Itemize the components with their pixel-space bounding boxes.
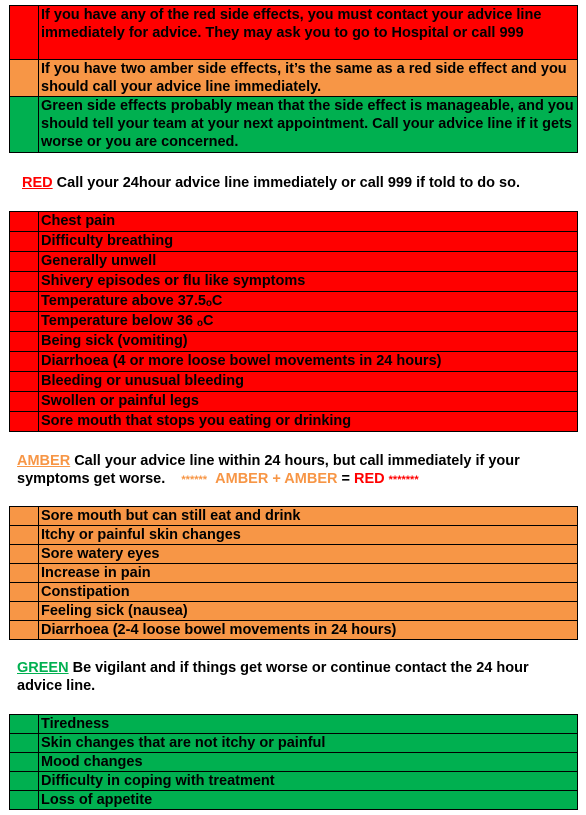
amber-symptom-row	[10, 545, 578, 564]
amber-symptom-text: Sore mouth but can still eat and drink	[39, 507, 578, 526]
amber-symptom-swatch	[10, 583, 39, 602]
green-symptom-row	[10, 734, 578, 753]
amber-instruction: Call your advice line within 24 hours, but call immediately if your symptoms get worse.	[17, 453, 520, 487]
green-instruction: Be vigilant and if things get worse or continue contact the 24 hour advice line.	[17, 660, 529, 694]
green-symptoms-table	[9, 714, 578, 810]
red-symptom-row	[10, 212, 578, 232]
red-symptom-row	[10, 312, 578, 332]
red-symptom-swatch	[10, 212, 39, 232]
intro-row-red	[10, 6, 578, 60]
intro-table	[9, 5, 578, 153]
red-symptom-row	[10, 272, 578, 292]
green-symptom-row	[10, 715, 578, 734]
intro-text-red: If you have any of the red side effects, you must contact your advice line immediately for advice. They may ask you to go to Hospital or call 999	[39, 6, 578, 60]
red-instruction: Call your 24hour advice line immediately or call 999 if told to do so.	[52, 175, 520, 191]
red-symptoms-table	[9, 211, 578, 432]
red-symptom-swatch	[10, 292, 39, 312]
red-symptom-swatch	[10, 232, 39, 252]
red-symptom-text: Generally unwell	[39, 252, 578, 272]
amber-symptoms-table	[9, 506, 578, 640]
amber-equation-amber: AMBER + AMBER	[215, 471, 338, 487]
amber-keyword: AMBER	[17, 453, 71, 469]
green-symptom-text: Tiredness	[39, 715, 578, 734]
green-symptom-swatch	[10, 791, 39, 810]
amber-stars-right: *******	[388, 474, 419, 486]
intro-text-amber: If you have two amber side effects, it’s the same as a red side effect and you should call your advice line immediately.	[39, 60, 578, 97]
green-keyword: GREEN	[17, 660, 69, 676]
red-symptom-swatch	[10, 372, 39, 392]
green-symptom-swatch	[10, 734, 39, 753]
amber-symptom-row	[10, 564, 578, 583]
green-symptom-row	[10, 791, 578, 810]
amber-symptom-swatch	[10, 526, 39, 545]
amber-equation-equals: =	[337, 471, 354, 487]
red-symptom-swatch	[10, 392, 39, 412]
intro-swatch-green	[10, 97, 39, 153]
red-symptom-swatch	[10, 272, 39, 292]
amber-symptom-row	[10, 602, 578, 621]
amber-symptom-row	[10, 507, 578, 526]
red-symptom-text: Chest pain	[39, 212, 578, 232]
red-symptom-text: Difficulty breathing	[39, 232, 578, 252]
red-symptom-swatch	[10, 252, 39, 272]
red-symptom-row	[10, 392, 578, 412]
amber-symptom-swatch	[10, 602, 39, 621]
amber-symptom-swatch	[10, 545, 39, 564]
red-symptom-row	[10, 232, 578, 252]
red-symptom-text: Temperature below 36 ₒC	[39, 312, 578, 332]
red-symptom-row	[10, 292, 578, 312]
red-symptom-text: Sore mouth that stops you eating or drinking	[39, 412, 578, 432]
green-symptom-swatch	[10, 772, 39, 791]
green-symptom-swatch	[10, 715, 39, 734]
red-symptom-swatch	[10, 312, 39, 332]
red-symptom-row	[10, 332, 578, 352]
amber-symptom-row	[10, 526, 578, 545]
amber-symptom-text: Sore watery eyes	[39, 545, 578, 564]
green-symptom-row	[10, 772, 578, 791]
intro-row-amber	[10, 60, 578, 97]
amber-symptom-text: Itchy or painful skin changes	[39, 526, 578, 545]
green-heading	[17, 659, 572, 695]
amber-symptom-row	[10, 583, 578, 602]
red-symptom-row	[10, 352, 578, 372]
red-symptom-text: Temperature above 37.5ₒC	[39, 292, 578, 312]
red-symptom-row	[10, 252, 578, 272]
amber-symptom-swatch	[10, 564, 39, 583]
red-symptom-text: Shivery episodes or flu like symptoms	[39, 272, 578, 292]
green-symptom-text: Loss of appetite	[39, 791, 578, 810]
intro-row-green	[10, 97, 578, 153]
amber-stars-left: ******	[181, 474, 208, 486]
red-symptom-text: Bleeding or unusual bleeding	[39, 372, 578, 392]
amber-symptom-text: Diarrhoea (2-4 loose bowel movements in 24 hours)	[39, 621, 578, 640]
intro-swatch-amber	[10, 60, 39, 97]
intro-swatch-red	[10, 6, 39, 60]
red-symptom-text: Diarrhoea (4 or more loose bowel movements in 24 hours)	[39, 352, 578, 372]
red-symptom-swatch	[10, 332, 39, 352]
red-heading	[22, 174, 577, 192]
intro-text-green: Green side effects probably mean that the side effect is manageable, and you should tell your team at your next appointment. Call your advice line if it gets worse or you are concerned.	[39, 97, 578, 153]
green-symptom-row	[10, 753, 578, 772]
red-symptom-row	[10, 412, 578, 432]
green-symptom-text: Skin changes that are not itchy or painful	[39, 734, 578, 753]
red-symptom-row	[10, 372, 578, 392]
red-symptom-swatch	[10, 412, 39, 432]
amber-symptom-row	[10, 621, 578, 640]
amber-symptom-text: Increase in pain	[39, 564, 578, 583]
amber-equation-red: RED	[354, 471, 385, 487]
amber-symptom-text: Constipation	[39, 583, 578, 602]
green-symptom-text: Difficulty in coping with treatment	[39, 772, 578, 791]
amber-symptom-text: Feeling sick (nausea)	[39, 602, 578, 621]
amber-symptom-swatch	[10, 507, 39, 526]
amber-symptom-swatch	[10, 621, 39, 640]
red-symptom-text: Swollen or painful legs	[39, 392, 578, 412]
amber-heading	[17, 452, 572, 489]
green-symptom-swatch	[10, 753, 39, 772]
red-symptom-text: Being sick (vomiting)	[39, 332, 578, 352]
green-symptom-text: Mood changes	[39, 753, 578, 772]
red-symptom-swatch	[10, 352, 39, 372]
red-keyword: RED	[22, 175, 53, 191]
